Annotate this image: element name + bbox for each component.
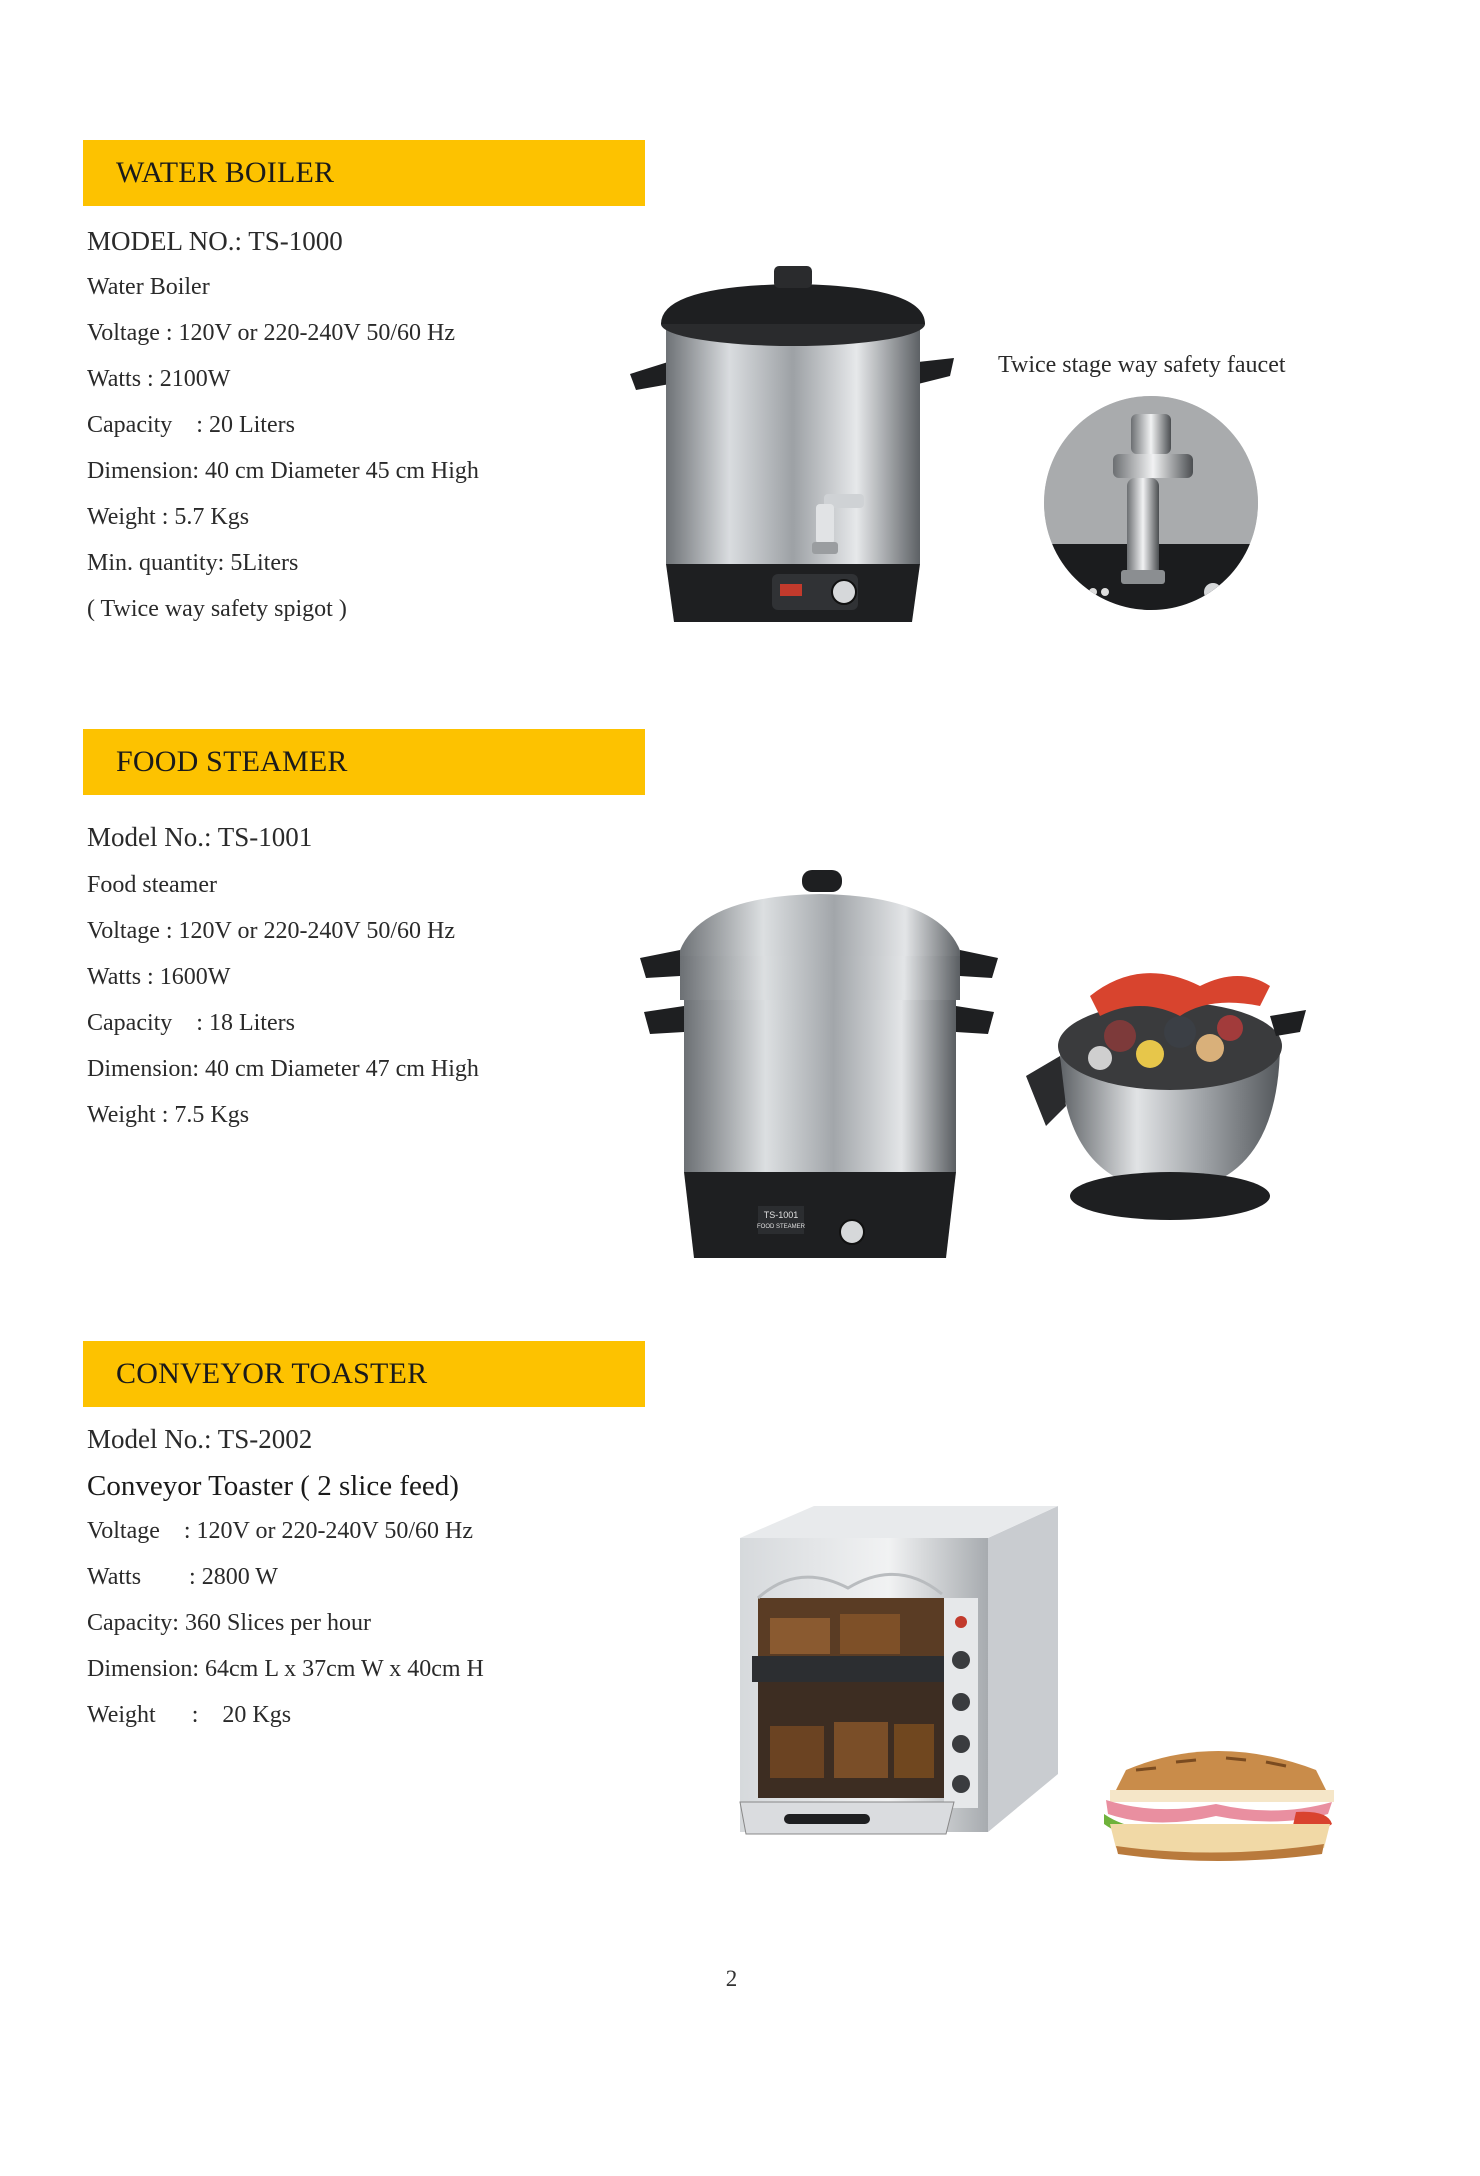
- conveyor-toaster-banner: [83, 1341, 645, 1407]
- food-steamer-spec: Weight : 7.5 Kgs: [87, 1102, 250, 1128]
- water-boiler-spec: Capacity : 20 Liters: [87, 412, 295, 438]
- food-steamer-spec: Voltage : 120V or 220-240V 50/60 Hz: [87, 918, 455, 944]
- water-boiler-spec: Voltage : 120V or 220-240V 50/60 Hz: [87, 320, 455, 346]
- food-steamer-spec: Watts : 1600W: [87, 964, 231, 990]
- conveyor-toaster-spec: Watts : 2800 W: [87, 1564, 278, 1590]
- water-boiler-spec: Watts : 2100W: [87, 366, 231, 392]
- water-boiler-spec: Dimension: 40 cm Diameter 45 cm High: [87, 458, 479, 484]
- conveyor-toaster-model: Model No.: TS-2002: [87, 1424, 313, 1454]
- food-steamer-spec: Food steamer: [87, 872, 217, 898]
- conveyor-toaster-title: CONVEYOR TOASTER: [116, 1357, 428, 1390]
- conveyor-toaster-spec: Voltage : 120V or 220-240V 50/60 Hz: [87, 1518, 473, 1544]
- steamer-panel-sublabel: FOOD STEAMER: [756, 1224, 806, 1230]
- food-steamer-title: FOOD STEAMER: [116, 745, 348, 778]
- food-steamer-spec: Dimension: 40 cm Diameter 47 cm High: [87, 1056, 479, 1082]
- water-boiler-image: [628, 262, 958, 638]
- water-boiler-model: MODEL NO.: TS-1000: [87, 226, 343, 256]
- conveyor-toaster-spec: Weight : 20 Kgs: [87, 1702, 292, 1728]
- water-boiler-spec: ( Twice way safety spigot ): [87, 596, 347, 622]
- food-steamer-banner: [83, 729, 645, 795]
- sandwich-image: [1096, 1740, 1336, 1870]
- conveyor-toaster-spec: Dimension: 64cm L x 37cm W x 40cm H: [87, 1656, 484, 1682]
- water-boiler-banner: [83, 140, 645, 206]
- seafood-pot-image: [1020, 936, 1312, 1232]
- conveyor-toaster-spec: Capacity: 360 Slices per hour: [87, 1610, 371, 1636]
- faucet-caption: Twice stage way safety faucet: [998, 352, 1286, 378]
- food-steamer-image: [636, 866, 1002, 1262]
- water-boiler-title: WATER BOILER: [116, 156, 335, 189]
- food-steamer-spec: Capacity : 18 Liters: [87, 1010, 295, 1036]
- water-boiler-spec: Min. quantity: 5Liters: [87, 550, 299, 576]
- faucet-detail-image: [1043, 394, 1259, 612]
- water-boiler-spec: Weight : 5.7 Kgs: [87, 504, 250, 530]
- food-steamer-model: Model No.: TS-1001: [87, 822, 313, 852]
- conveyor-toaster-image: [728, 1502, 1062, 1848]
- conveyor-toaster-subtitle: Conveyor Toaster ( 2 slice feed): [87, 1470, 459, 1502]
- water-boiler-spec: Water Boiler: [87, 274, 210, 300]
- steamer-panel-label: TS-1001: [763, 1210, 799, 1220]
- page-number: 2: [725, 1966, 738, 1991]
